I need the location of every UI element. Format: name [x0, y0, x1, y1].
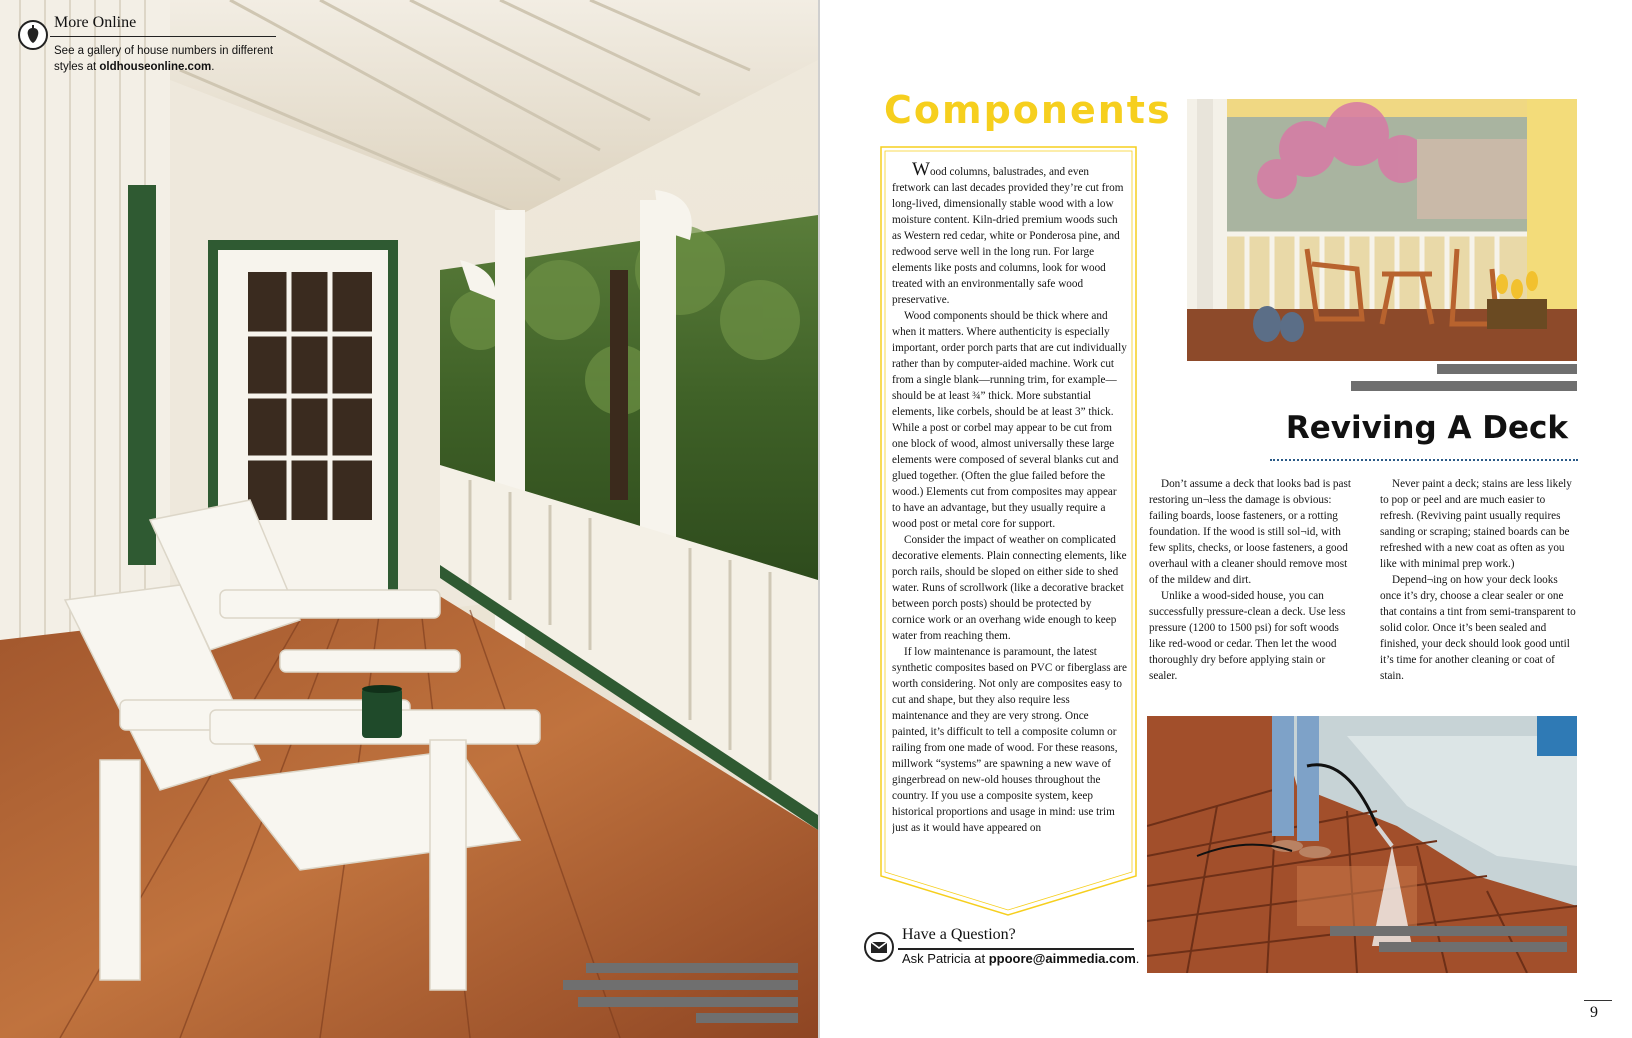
email-link[interactable]: ppoore@aimmedia.com	[988, 951, 1136, 966]
deck-title-rule	[1270, 459, 1578, 461]
redaction-bar	[1351, 381, 1577, 391]
reviving-a-deck-title: Reviving A Deck	[1285, 410, 1568, 446]
redaction-bar	[578, 997, 798, 1007]
deck-paragraph: Don’t assume a deck that looks bad is past restoring un¬less the damage is obvious: failing boards, loose fasteners, or a rotting foundation. If the wood is still sol¬id, with few splits, checks, or loose fasteners, a good overhaul with a cleaner should remove most of the mildew and dirt.	[1149, 478, 1351, 586]
deck-column-2	[1380, 476, 1580, 684]
redaction-bar	[696, 1013, 798, 1023]
dropcap: W	[912, 162, 930, 180]
deck-paragraph: Unlike a wood-sided house, you can successfully pressure-clean a deck. Use less pressure (1200 to 1500 psi) for soft woods like red-wood or cedar. Then let the wood thoroughly dry before applying stain or sealer.	[1149, 590, 1346, 682]
redaction-bar	[1330, 926, 1567, 936]
more-online-rule	[50, 36, 276, 37]
have-a-question-title: Have a Question?	[902, 926, 1016, 943]
deck-paragraph: Never paint a deck; stains are less likely to pop or peel and are much easier to refresh. (Reviving paint usually requires sanding or scraping; stained boards can be refreshed with a new coat as often as you like with minimal prep work.)	[1380, 478, 1572, 570]
acorn-icon	[18, 20, 48, 50]
components-paragraph: Wood columns, balustrades, and even fretwork can last decades provided they’re cut from long-lived, dimensionally stable wood with a low moisture content. Kiln-dried premium woods such as Western red cedar, white or Ponderosa pine, and redwood serve well in the long run. For large elements like posts and columns, look for wood treated with an environmentally safe wood preservative.	[892, 162, 1127, 308]
redaction-bar	[586, 963, 798, 973]
components-paragraph: Wood components should be thick where and when it matters. Where authenticity is especially important, order porch parts that are cut individually rather than by computer-aided machine. Work cut from a single blank—running trim, for example—should be at least ¾” thick. More substantial elements, like corbels, should be at least 3” thick. While a post or corbel may appear to be cut from one block of wood, almost universally these large elements were composed of several blanks cut and glued together. (Often the glue failed before the wood.) Elements cut from composites may appear to have an advantage, but they usually require a wood post or metal core for support.	[892, 310, 1127, 530]
have-a-question-text: Ask Patricia at ppoore@aimmedia.com.	[902, 951, 1140, 966]
components-sidebar	[880, 146, 1137, 916]
redaction-bar	[563, 980, 798, 990]
redaction-bar	[1379, 942, 1567, 952]
components-paragraph: If low maintenance is paramount, the latest synthetic composites based on PVC or fiberglass are worth considering. Not only are composites easy to cut and shape, but they also require less maintenance and they are very strong. Once painted, it’s difficult to tell a composite column or railing from one made of wood. For these reasons, millwork “systems” are spawning a new wave of gingerbread on new-old houses throughout the country. If you use a composite system, keep historical proportions and usage in mind: use trim just as it would have appeared on	[892, 646, 1127, 834]
page-number-rule	[1584, 1000, 1612, 1001]
more-online-text: See a gallery of house numbers in different styles at oldhouseonline.com.	[54, 45, 274, 73]
page-spine	[818, 0, 820, 1038]
components-body	[892, 162, 1127, 882]
deck-paragraph: Depend¬ing on how your deck looks once it’s dry, choose a clear sealer or one that contains a tint from semi-transparent to solid color. Once it’s been sealed and finished, your deck should look good until it’s time for another cleaning or coat of stain.	[1380, 574, 1576, 682]
have-a-question-rule	[898, 948, 1134, 950]
more-online-title: More Online	[54, 14, 137, 31]
deck-column-1	[1149, 476, 1354, 684]
have-a-question-box	[864, 924, 1140, 974]
envelope-icon	[864, 932, 894, 962]
oldhouseonline-link[interactable]: oldhouseonline.com	[99, 61, 212, 73]
components-title: Components	[884, 88, 1172, 132]
page-number: 9	[1590, 1004, 1598, 1021]
porch-chairs-illustration	[1187, 99, 1577, 361]
porch-chairs-photo	[1187, 99, 1577, 361]
redaction-bar	[1437, 364, 1577, 374]
components-paragraph: Consider the impact of weather on complicated decorative elements. Plain connecting elements, like porch rails, should be sloped on either side to shed water. Runs of scrollwork (like a decorative bracket between porch posts) should be protected by cornice work or an overhang wide enough to keep water from reaching them.	[892, 534, 1127, 642]
